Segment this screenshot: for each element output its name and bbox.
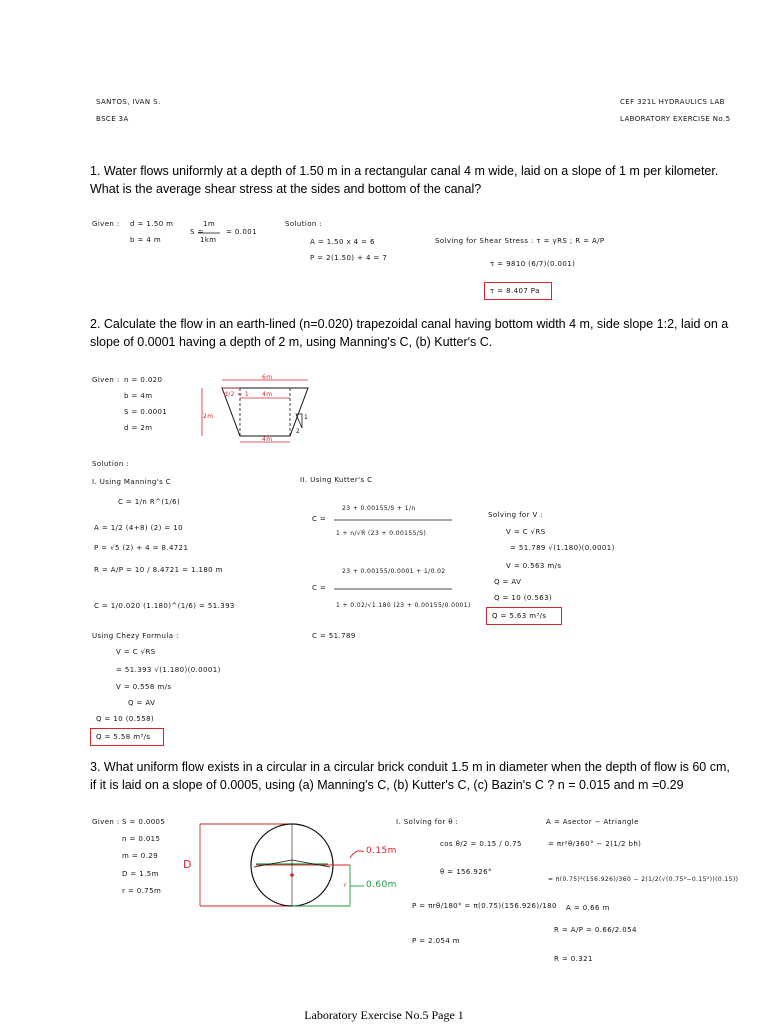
problem-3-question: 3. What uniform flow exists in a circular in a circular brick conduit 1.5 m in diameter when the depth of flow is 60 cm, if it is laid on a slope of 0.0005, using (a) Manning's C, (b) Kutter's C, (c) Bazin's C ? n = 0.015 and m =0.29	[90, 760, 730, 792]
p3-area-result: A = 0.66 m	[566, 904, 610, 912]
p2-kutter-sub-denominator: 1 + 0.02/√1.180 (23 + 0.00155/0.0001)	[336, 602, 471, 609]
p2-velocity-step: Q = AV	[494, 578, 522, 586]
p2-velocity-step: V = C √RS	[506, 528, 546, 536]
p2-given-label: Given :	[92, 376, 120, 384]
p2-diagram-depth: 2m	[203, 413, 214, 420]
p1-solution-step: P = 2(1.50) + 4 = 7	[310, 254, 388, 262]
p1-slope-value: = 0.001	[226, 228, 257, 236]
exercise-number: LABORATORY EXERCISE No.5	[620, 115, 731, 123]
p2-kutter-c-label-2: C =	[312, 584, 327, 592]
p2-manning-step: C = 1/0.020 (1.180)^(1/6) = 51.393	[94, 602, 235, 610]
p3-perimeter-step: P = 2.054 m	[412, 937, 461, 945]
p3-given-item: D = 1.5m	[122, 870, 159, 878]
p1-given-item: d = 1.50 m	[130, 220, 174, 228]
p3-radius-label: r	[344, 882, 347, 889]
p2-manning-step: A = 1/2 (4+8) (2) = 10	[94, 524, 183, 532]
p3-radius-result: R = 0.321	[554, 955, 593, 963]
p1-answer: τ = 8.407 Pa	[490, 287, 540, 295]
p2-velocity-step: Q = 10 (0.563)	[494, 594, 553, 602]
p2-kutter-result: C = 51.789	[312, 632, 356, 640]
p3-flow-depth-label: 0.60m	[366, 880, 397, 890]
p1-slope-denominator: 1km	[200, 236, 217, 244]
p2-chezy-step: Q = 10 (0.558)	[96, 715, 155, 723]
p2-manning-step: R = A/P = 10 / 8.4721 = 1.180 m	[94, 566, 223, 574]
p2-diagram-bottom-width: 4m	[262, 436, 273, 443]
p1-shear-heading: Solving for Shear Stress : τ = γRS ; R = A/P	[435, 237, 605, 245]
p2-kutter-sub-numerator: 23 + 0.00155/0.0001 + 1/0.02	[342, 568, 446, 575]
p1-slope-numerator: 1m	[203, 220, 216, 228]
p3-area-step: = πr²θ/360° − 2(1/2 bh)	[548, 840, 642, 848]
trapezoid-channel-diagram	[200, 372, 320, 452]
problem-2-question: 2. Calculate the flow in an earth-lined (n=0.020) trapezoidal canal having bottom width 4 m, side slope 1:2, laid on a slope of 0.0001 having a depth of 2 m, using Manning's C, (b) Kutter's C.	[90, 317, 729, 349]
p3-diameter-label: D	[183, 858, 192, 871]
page-footer: Laboratory Exercise No.5 Page 1	[304, 1008, 464, 1022]
p2-diagram-slope-rise: 1	[304, 414, 309, 421]
p2-velocity-heading: Solving for V :	[488, 511, 544, 519]
p2-chezy-step: = 51.393 √(1.180)(0.0001)	[116, 666, 221, 674]
p2-kutter-formula-numerator: 23 + 0.00155/S + 1/n	[342, 505, 416, 512]
p2-kutter-sub-fraction-bar	[334, 588, 454, 590]
p3-theta-step: θ = 156.926°	[440, 868, 492, 876]
p2-kutter-heading: II. Using Kutter's C	[300, 476, 373, 484]
p1-fraction-bar	[198, 232, 228, 234]
p1-given-item: b = 4 m	[130, 236, 162, 244]
p1-solution-label: Solution :	[285, 220, 323, 228]
student-section: BSCE 3A	[96, 115, 129, 123]
p3-given-item: S = 0.0005	[122, 818, 166, 826]
p3-area-step: = π(0.75)²(156.926)/360 − 2(1/2(√(0.75²−0.15²))(0.15))	[548, 876, 739, 883]
p2-chezy-step: V = 0.558 m/s	[116, 683, 172, 691]
problem-1-question: 1. Water flows uniformly at a depth of 1.50 m in a rectangular canal 4 m wide, laid on a slope of 1 m per kilometer. What is the average shear stress at the sides and bottom of the canal?	[90, 164, 719, 196]
p2-given-item: S = 0.0001	[124, 408, 168, 416]
p2-kutter-fraction-bar	[334, 519, 454, 521]
p2-diagram-inner-width: 4m	[262, 391, 273, 398]
p2-given-item: d = 2m	[124, 424, 153, 432]
p3-perimeter-step: P = πrθ/180° = π(0.75)(156.926)/180	[412, 902, 557, 910]
p2-chezy-step: V = C √RS	[116, 648, 156, 656]
p3-given-item: r = 0.75m	[122, 887, 162, 895]
p2-given-item: b = 4m	[124, 392, 153, 400]
p2-manning-step: P = √5 (2) + 4 = 8.4721	[94, 544, 189, 552]
p3-theta-step: cos θ/2 = 0.15 / 0.75	[440, 840, 522, 848]
p2-velocity-step: = 51.789 √(1.180)(0.0001)	[510, 544, 615, 552]
p3-upper-depth-label: 0.15m	[366, 846, 397, 856]
p2-manning-formula: C = 1/n R^(1/6)	[118, 498, 181, 506]
p2-diagram-offset: d/2 = 1	[224, 391, 250, 398]
p2-kutter-answer: Q = 5.63 m³/s	[492, 612, 547, 620]
p2-velocity-step: V = 0.563 m/s	[506, 562, 562, 570]
p2-solution-label: Solution :	[92, 460, 130, 468]
p2-given-item: n = 0.020	[124, 376, 163, 384]
p2-manning-heading: I. Using Manning's C	[92, 478, 172, 486]
p2-manning-answer: Q = 5.58 m³/s	[96, 733, 151, 741]
p2-chezy-heading: Using Chezy Formula :	[92, 632, 179, 640]
p2-kutter-formula-denominator: 1 + n/√R (23 + 0.00155/S)	[336, 530, 427, 537]
p3-area-heading: A = Asector − Atriangle	[546, 818, 639, 826]
student-name: SANTOS, IVAN S.	[96, 98, 161, 106]
p2-kutter-c-label: C =	[312, 515, 327, 523]
p3-theta-heading: I. Solving for θ :	[396, 818, 459, 826]
course-code: CEF 321L HYDRAULICS LAB	[620, 98, 725, 106]
circular-conduit-diagram	[200, 818, 380, 918]
p3-given-label: Given :	[92, 818, 120, 826]
p1-given-label: Given :	[92, 220, 120, 228]
p1-solution-step: A = 1.50 x 4 = 6	[310, 238, 375, 246]
p3-given-item: n = 0.015	[122, 835, 161, 843]
p1-shear-step: τ = 9810 (6/7)(0.001)	[490, 260, 576, 268]
p2-chezy-step: Q = AV	[128, 699, 156, 707]
p1-slope-symbol: S =	[190, 228, 204, 236]
p3-radius-step: R = A/P = 0.66/2.054	[554, 926, 637, 934]
p3-given-item: m = 0.29	[122, 852, 158, 860]
p2-diagram-top-width: 6m	[262, 374, 273, 381]
p2-diagram-slope-run: 2	[296, 428, 301, 435]
